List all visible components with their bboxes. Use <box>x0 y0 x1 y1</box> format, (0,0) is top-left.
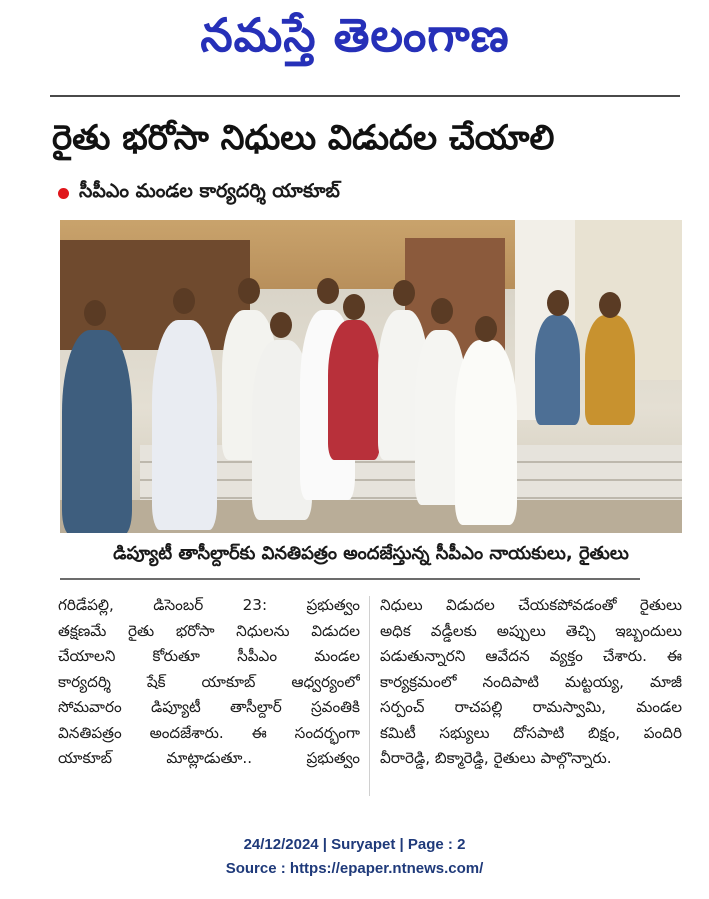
body-line: కార్యక్రమంలో నందిపాటి మట్టయ్య, మాజీ <box>380 672 682 691</box>
body-line: సర్పంచ్ రాచపల్లి రామస్వామి, మండల <box>380 698 682 716</box>
article-photo <box>60 220 682 533</box>
body-line: వీరారెడ్డి, బిక్మారెడ్డి, రైతులు పాల్గొన్నారు. <box>380 749 612 767</box>
footer-source-line[interactable]: Source : https://epaper.ntnews.com/ <box>225 860 484 877</box>
body-line: నిధులు విడుదల చేయకపోవడంతో రైతులు <box>380 596 682 614</box>
column-divider <box>369 596 370 796</box>
body-line: వినతిపత్రం అందజేశారు. ఈ సందర్భంగా <box>58 723 360 742</box>
masthead-title: నమస్తే తెలంగాణ <box>200 8 510 62</box>
body-line: గరిడేపల్లి, డిసెంబర్ 23: ప్రభుత్వం <box>58 596 360 614</box>
article-headline: రైతు భరోసా నిధులు విడుదల చేయాలి <box>52 118 555 158</box>
body-line: చేయాలని కోరుతూ సీపీఎం మండల <box>58 647 360 665</box>
body-line: అధిక వడ్డీలకు అప్పులు తెచ్చి ఇబ్బందులు <box>380 621 682 640</box>
body-line: కార్యదర్శి షేక్ యాకూబ్ ఆధ్వర్యంలో <box>58 672 360 691</box>
red-bullet-icon <box>58 188 69 199</box>
article-column-right <box>380 593 682 798</box>
body-line: తక్షణమే రైతు భరోసా నిధులను విడుదల <box>58 621 360 640</box>
body-line: పడుతున్నారని ఆవేదన వ్యక్తం చేశారు. ఈ <box>380 647 682 665</box>
caption-divider <box>60 578 640 580</box>
body-line: కమిటీ సభ్యులు దోసపాటి బిక్షం, పందిరి <box>380 723 682 742</box>
footer-date-line: 24/12/2024 | Suryapet | Page : 2 <box>243 836 466 853</box>
article-subhead <box>58 178 618 208</box>
body-line: సోమవారం డిప్యూటీ తాసీల్దార్ స్రవంతికి <box>58 698 360 716</box>
body-line: యాకూబ్ మాట్లాడుతూ.. ప్రభుత్వం <box>58 749 360 767</box>
article-column-left <box>58 593 360 798</box>
top-divider <box>50 95 680 97</box>
photo-caption: డిప్యూటీ తాసీల్దార్‌కు వినతిపత్రం అందజేస్తున్న సీపీఎం నాయకులు, రైతులు <box>113 543 629 564</box>
subhead-text: సీపీఎం మండల కార్యదర్శి యాకూబ్ <box>79 179 340 202</box>
